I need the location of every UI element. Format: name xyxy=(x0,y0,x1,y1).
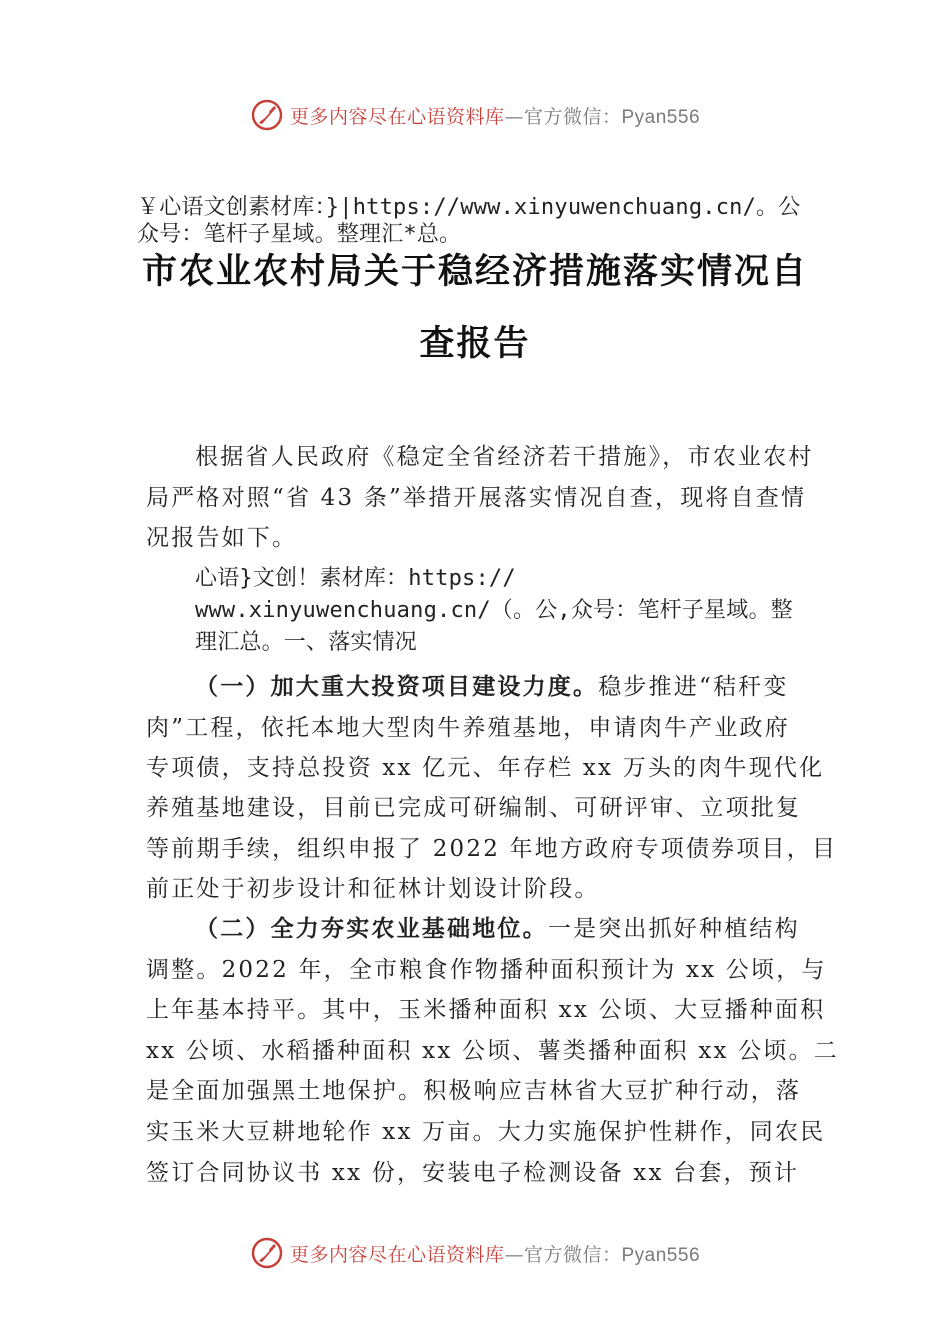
note-line: www.xinyuwenchuang.cn/（。公,众号：笔杆子星域。整 xyxy=(195,598,793,623)
section1-line: 前正处于初步设计和征林计划设计阶段。 xyxy=(146,876,600,902)
quill-logo-icon xyxy=(250,98,284,132)
section2-line: 上年基本持平。其中，玉米播种面积 xx 公顷、大豆播种面积 xyxy=(146,997,826,1023)
section2-line: （二）全力夯实农业基础地位。一是突出抓好种植结构 xyxy=(195,915,800,942)
banner-text: 更多内容尽在心语资料库—官方微信：Pyan556 xyxy=(289,1243,701,1266)
header-banner xyxy=(0,95,950,135)
section2-line: xx 公顷、水稻播种面积 xx 公顷、薯类播种面积 xx 公顷。二 xyxy=(146,1038,839,1064)
section2-line: 调整。2022 年，全市粮食作物播种面积预计为 xx 公顷，与 xyxy=(146,957,827,983)
page-title: 查报告 xyxy=(419,323,531,364)
header-note-line: 众号：笔杆子星域。整理汇*总。 xyxy=(137,222,462,247)
section1-line: 专项债，支持总投资 xx 亿元、年存栏 xx 万头的肉牛现代化 xyxy=(146,755,825,781)
section1-line: （一）加大重大投资项目建设力度。稳步推进“秸秆变 xyxy=(195,673,789,700)
page-title: 市农业农村局关于稳经济措施落实情况自 xyxy=(141,251,808,292)
section1-line: 等前期手续，组织申报了 2022 年地方政府专项债券项目，目 xyxy=(146,836,838,862)
note-line: 心语}文创！素材库：https:// xyxy=(195,566,516,591)
footer-banner xyxy=(0,1233,950,1273)
section2-line: 实玉米大豆耕地轮作 xx 万亩。大力实施保护性耕作，同农民 xyxy=(146,1119,826,1145)
intro-line: 况报告如下。 xyxy=(146,525,298,551)
section1-line: 养殖基地建设，目前已完成可研编制、可研评审、立项批复 xyxy=(146,795,802,821)
section2-heading: （二）全力夯实农业基础地位。 xyxy=(195,915,548,942)
header-note-line: ￥心语文创素材库：}|https://www.xinyuwenchuang.cn/。公 xyxy=(137,195,801,220)
section1-line: 肉”工程，依托本地大型肉牛养殖基地，申请肉牛产业政府 xyxy=(146,715,790,741)
section2-line: 签订合同协议书 xx 份，安装电子检测设备 xx 台套，预计 xyxy=(146,1160,800,1186)
quill-logo-icon xyxy=(250,1236,284,1270)
section2-line: 是全面加强黑土地保护。积极响应吉林省大豆扩种行动，落 xyxy=(146,1078,802,1104)
section1-heading: （一）加大重大投资项目建设力度。 xyxy=(195,673,599,700)
banner-text: 更多内容尽在心语资料库—官方微信：Pyan556 xyxy=(289,105,701,128)
note-line: 理汇总。一、落实情况 xyxy=(195,630,418,655)
intro-line: 局严格对照“省 43 条”举措开展落实情况自查，现将自查情 xyxy=(146,485,807,511)
intro-line: 根据省人民政府《稳定全省经济若干措施》，市农业农村 xyxy=(195,444,814,470)
